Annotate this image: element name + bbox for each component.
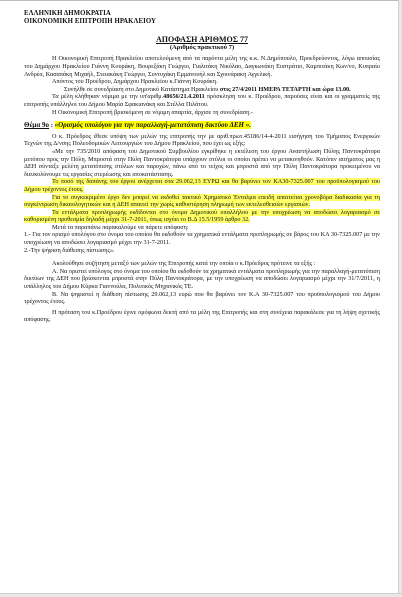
body-paragraph-cost [24, 178, 380, 193]
intro-paragraph-meeting [24, 86, 380, 94]
invitation-number: 48656/21.4.2011 [163, 93, 205, 101]
proposal-item-b: Β. Να ψηφιστεί η διάθεση πίστωσης 29.062,13 ευρώ που θα βαρύνει τον Κ.Α 30-7325.007 του προϋπολογισμού του Δήμου τρέχοντος έτους. [24, 290, 380, 306]
highlight-prepayment: Τα εντάλματα προπληρωμής εκδίδονται στο όνομα Δημοτικού υπαλλήλου με την υποχρέωση να αποδώσει λογαριασμό σε καθορισμένη προθεσμία δηλαδή μέχρι 31-7-2011, όπως ισχύει το Β.Δ 15.5/1959 άρθρο 32. [24, 208, 380, 224]
body-paragraph-prepayment [24, 209, 380, 224]
document-subtitle: (Αριθμός πρακτικού 7) [169, 44, 235, 52]
proposal-item-a: Α. Να οριστεί υπόλογος στο όνομα του οποίου θα εκδοθούν τα χρηματικά εντάλματα προπληρωμής για την παραλλαγή-μετατόπιση δικτύων της ΔΕΗ που βρίσκονται μπροστά στην Πύλη Παντοκράτορα, με την υποχρέωση να αποδώσει λογαριασμό μέχρι την 31/7/2011, η υπάλληλος του Δήμου Κύρκα Γιαννούλα, Πολιτικός Μηχανικός ΤΕ. [24, 267, 380, 291]
invitation-text: Τα μέλη κλήθηκαν νόμιμα με την υπ'αριθμ. [52, 93, 164, 101]
body-paragraph-accepted: Η πρόταση του κ.Προέδρου έγινε ομόφωνα δεκτή από τα μέλη της Επιτροπής και στη συνέχεια παρακάλεσε για τη λήψη σχετικής απόφασης. [24, 308, 380, 324]
document-title: ΑΠΟΦΑΣΗ ΑΡΙΘΜΟΣ 77 [156, 35, 248, 45]
subject-text: «Ορισμός υπολόγου για την παραλλαγή-μετατόπιση δικτύου ΔΕΗ ». [54, 121, 251, 130]
highlight-cost: Το ποσό της δαπάνης του έργου ανέρχεται στα 29.062,13 ΕΥΡΩ και θα βαρύνει τον ΚΑ30-7325.007 του προϋπολογισμού του Δήμου τρέχοντος έτους. [24, 178, 380, 193]
subject-line [24, 122, 380, 130]
scan-border-top [0, 0, 402, 1]
intro-paragraph-quorum: Η Οικονομική Επιτροπή βρισκόμενη σε νόμιμη απαρτία, άρχισε τη συνεδρίαση.- [52, 108, 253, 116]
invitation-rest: πρόσκληση του κ. Προέδρου, παρούσες είναι και οι γραμματείς της επιτροπής υπάλληλοι του Δήμου Μαρία Σφακιανάκη και Στέλλα Πιλάτου. [24, 93, 380, 108]
highlight-urgency: Για το συγκεκριμένο έργο δεν μπορεί να εκδοθεί τακτικό Χρηματικό Ένταλμα επειδή απαιτείται χρονοβόρα διαδικασία για τη συγκέντρωση δικαιολογητικών και η ΔΕΗ απαιτεί την χωρίς καθυστέρηση πληρωμή των εκτελεσθεισών εργασιών. [24, 193, 380, 209]
intro-paragraph-invitation [24, 93, 380, 108]
body-paragraph-background: «Με την 735/2010 απόφαση του Δημοτικού Συμβουλίου εγκρίθηκε η εκτέλεση του έργου Αναστήλωση Πύλης Παντοκράτορα μετόπου προς την Πόλη. Μπροστά στην Πύλη Παντοκράτορα υπάρχουν στύλοι οι οποίοι πρέπει να μετακινηθούν. Κατόπιν αιτήματος μας η ΔΕΗ σύνταξε μελέτη μετατόπισης στύλων και παροχών, πάνω από το τείχος και μπροστά από την Πύλη Παντοκράτορα προκειμένου να διευκολύνουμε τις εργασίες στερέωσης και αποκατάστασης. [24, 147, 380, 178]
intro-paragraph-absent: Απόντος του Προέδρου, Δημάρχου Ηρακλείου κ.Γιάννη Κουράκη. [52, 78, 218, 86]
body-paragraph-urgency [24, 194, 380, 209]
body-item-1: 1.- Για τον ορισμό υπολόγου στο όνομα του οποίου θα εκδοθούν τα χρηματικά εντάλματα προπληρωμής σε βάρος του ΚΑ 30-7325.007 με την υποχρέωση να αποδώσει λογαριασμό μέχρι την 31-7-2011. [24, 231, 380, 247]
scan-border-bottom [0, 593, 402, 597]
body-paragraph-discussion: Ακολούθησε συζήτηση μεταξύ των μελών της Επιτροπής κατά την οποία ο κ.Πρόεδρος πρότεινε τα εξής : [52, 260, 316, 268]
body-paragraph-request: Μετά τα παραπάνω παρακαλούμε να πάρετε απόφαση: [52, 223, 189, 231]
meeting-text: Συνήλθε σε συνεδρίαση στο Δημοτικό Κατάστημα Ηρακλείου [64, 85, 220, 93]
scan-border-right [398, 0, 402, 597]
subject-label: Θέμα 9ο [24, 121, 50, 130]
meeting-date: στις 27/4/2011 ΗΜΕΡΑ ΤΕΤΑΡΤΗ και ώρα 13.00. [219, 85, 351, 93]
header-line-1: ΕΛΛΗΝΙΚΗ ΔΗΜΟΚΡΑΤΙΑ [24, 10, 111, 17]
header-line-2: ΟΙΚΟΝΟΜΙΚΗ ΕΠΙΤΡΟΠΗ ΗΡΑΚΛΕΙΟΥ [24, 18, 157, 26]
body-paragraph-proposal: Ο κ. Πρόεδρος έθεσε υπόψη των μελών της επιτροπής την με αριθ.πρωτ.45186/14-4-2011 εισήγηση του Τμήματος Ενεργικών Τεχνών της Δ/νσης Πολεοδομικών Λειτουργιών του Δήμου Ηρακλείου, που έχει ως εξής: [24, 132, 380, 148]
intro-paragraph-members: Η Οικονομική Επιτροπή Ηρακλείου αποτελούμενη από τα παρόντα μέλη της κ.κ. Ν.Δημόπουλο, Προεδρεύοντος, λόγω απουσίας του Δημάρχου Ηρακλείου Γιάννη Κουράκη, Βουρεξάκη Γεώργιο, Γιαλιτάκη Νικόλαο, Δαγκωνάκη Ευστράτιο, Καμπιτάκη Κων/νο, Κυπραίο Ανδρέα, Κασαπάκη Μιχαήλ, Στειακάκη Γεώργιο, Συντυχάκη Εμμανουήλ και Σχοινάρακη Αγγελική. [24, 55, 380, 78]
body-item-2: 2.-Την ψήφιση διάθεσης πίστωσης». [24, 246, 115, 254]
subject-colon: : [49, 122, 53, 130]
